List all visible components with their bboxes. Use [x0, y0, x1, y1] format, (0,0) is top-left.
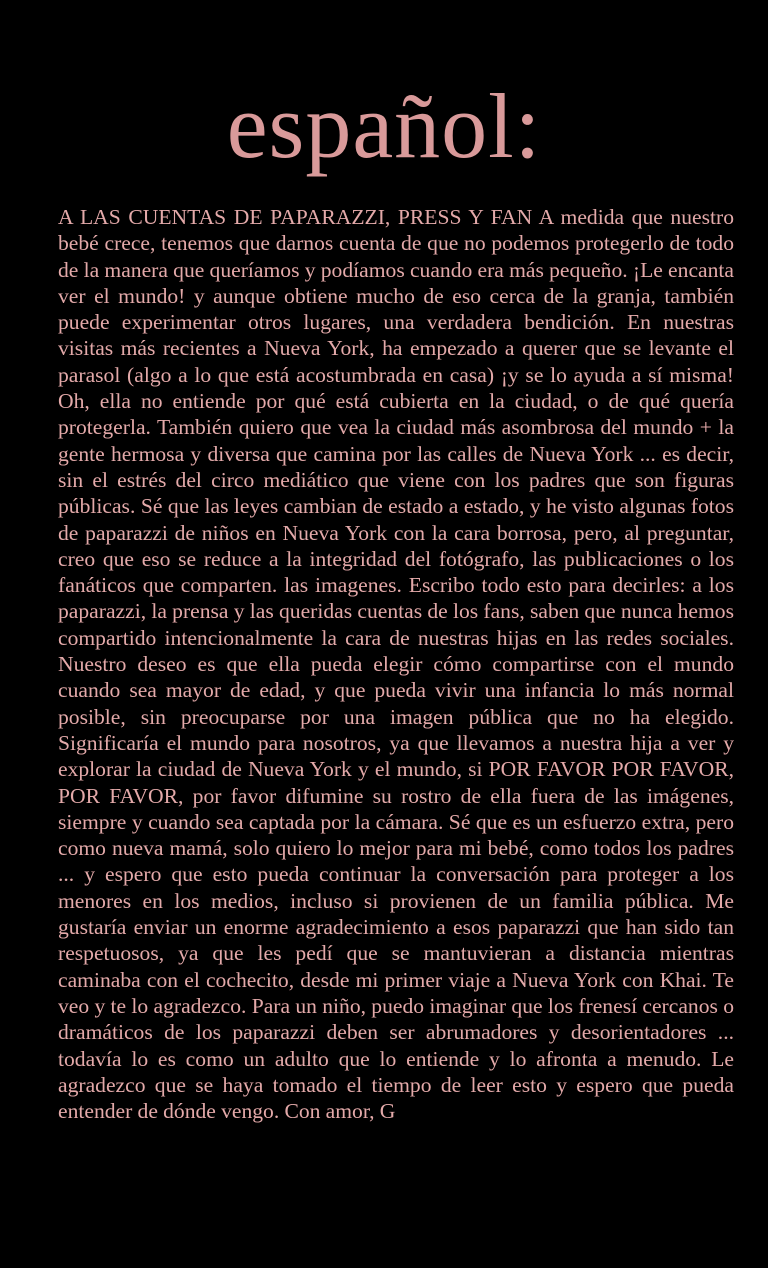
- story-body-text: A LAS CUENTAS DE PAPARAZZI, PRESS Y FAN A medida que nuestro bebé crece, tenemos que darnos cuenta de que no podemos protegerlo de todo de la manera que queríamos y podíamos cuando era más pequeño. ¡Le encanta ver el mundo! y aunque obtiene mucho de eso cerca de la granja, también puede experimentar otros lugares, una verdadera bendición. En nuestras visitas más recientes a Nueva York, ha empezado a querer que se levante el parasol (algo a lo que está acostumbrada en casa) ¡y se lo ayuda a sí misma! Oh, ella no entiende por qué está cubierta en la ciudad, o de qué quería protegerla. También quiero que vea la ciudad más asombrosa del mundo + la gente hermosa y diversa que camina por las calles de Nueva York ... es decir, sin el estrés del circo mediático que viene con los padres que son figuras públicas. Sé que las leyes cambian de estado a estado, y he visto algunas fotos de paparazzi de niños en Nueva York con la cara borrosa, pero, al preguntar, creo que eso se reduce a la integridad del fotógrafo, las publicaciones o los fanáticos que comparten. las imagenes. Escribo todo esto para decirles: a los paparazzi, la prensa y las queridas cuentas de los fans, saben que nunca hemos compartido intencionalmente la cara de nuestras hijas en las redes sociales. Nuestro deseo es que ella pueda elegir cómo compartirse con el mundo cuando sea mayor de edad, y que pueda vivir una infancia lo más normal posible, sin preocuparse por una imagen pública que no ha elegido. Significaría el mundo para nosotros, ya que llevamos a nuestra hija a ver y explorar la ciudad de Nueva York y el mundo, si POR FAVOR POR FAVOR, POR FAVOR, por favor difumine su rostro de ella fuera de las imágenes, siempre y cuando sea captada por la cámara. Sé que es un esfuerzo extra, pero como nueva mamá, solo quiero lo mejor para mi bebé, como todos los padres ... y espero que esto pueda continuar la conversación para proteger a los menores en los medios, incluso si provienen de un familia pública. Me gustaría enviar un enorme agradecimiento a esos paparazzi que han sido tan respetuosos, ya que les pedí que se mantuvieran a distancia mientras caminaba con el cochecito, desde mi primer viaje a Nueva York con Khai. Te veo y te lo agradezco. Para un niño, puedo imaginar que los frenesí cercanos o dramáticos de los paparazzi deben ser abrumadores y desorientadores ... todavía lo es como un adulto que lo entiende y lo afronta a menudo. Le agradezco que se haya tomado el tiempo de leer esto y espero que pueda entender de dónde vengo. Con amor, G: [58, 205, 734, 1124]
- story-title: español:: [226, 75, 542, 177]
